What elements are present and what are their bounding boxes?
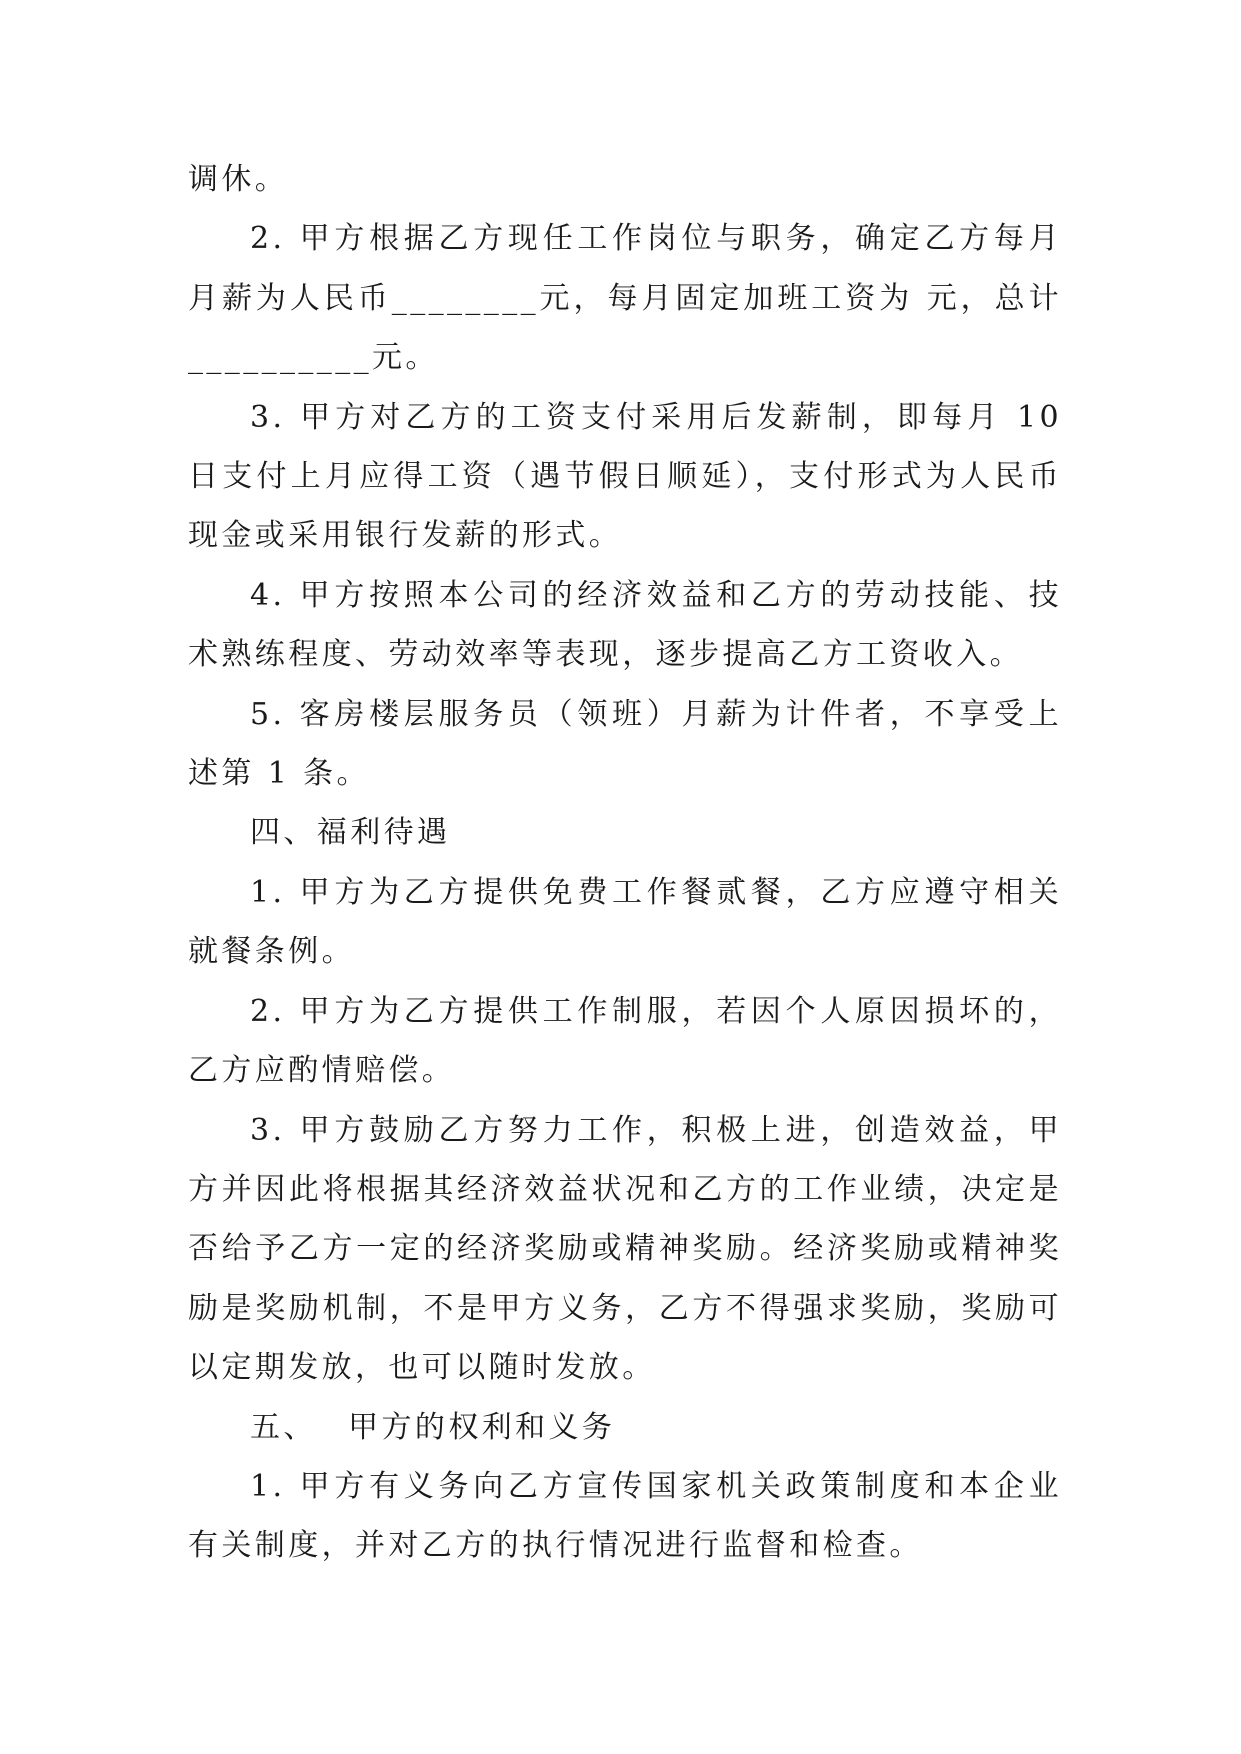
paragraph-salary-raise: 4. 甲方按照本公司的经济效益和乙方的劳动技能、技术熟练程度、劳动效率等表现，逐步提高乙方工资收入。 — [188, 577, 1062, 673]
paragraph-rest-day: 调休。 — [188, 162, 289, 197]
paragraph-free-meals: 1. 甲方为乙方提供免费工作餐贰餐，乙方应遵守相关就餐条例。 — [188, 874, 1062, 970]
section-heading-welfare: 四、福利待遇 — [250, 815, 451, 851]
document-body — [188, 150, 1062, 1576]
paragraph-monthly-salary: 2. 甲方根据乙方现任工作岗位与职务，确定乙方每月月薪为人民币________元，每月固定加班工资为 元，总计__________元。 — [188, 221, 1062, 376]
paragraph-rewards: 3. 甲方鼓励乙方努力工作，积极上进，创造效益，甲方并因此将根据其经济效益状况和乙方的工作业绩，决定是否给予乙方一定的经济奖励或精神奖励。经济奖励或精神奖励是奖励机制，不是甲方义务，乙方不得强求奖励，奖励可以定期发放，也可以随时发放。 — [188, 1112, 1062, 1386]
paragraph-piecework-staff: 5. 客房楼层服务员（领班）月薪为计件者，不享受上述第 1 条。 — [188, 696, 1062, 792]
paragraph-salary-payment: 3. 甲方对乙方的工资支付采用后发薪制，即每月 10 日支付上月应得工资（遇节假日顺延），支付形式为人民币现金或采用银行发薪的形式。 — [188, 399, 1062, 554]
paragraph-policy-duty: 1. 甲方有义务向乙方宣传国家机关政策制度和本企业有关制度，并对乙方的执行情况进行监督和检查。 — [188, 1468, 1062, 1564]
paragraph-work-uniform: 2. 甲方为乙方提供工作制服，若因个人原因损坏的，乙方应酌情赔偿。 — [188, 993, 1062, 1089]
section-heading-employer-rights: 五、 甲方的权利和义务 — [250, 1409, 616, 1445]
